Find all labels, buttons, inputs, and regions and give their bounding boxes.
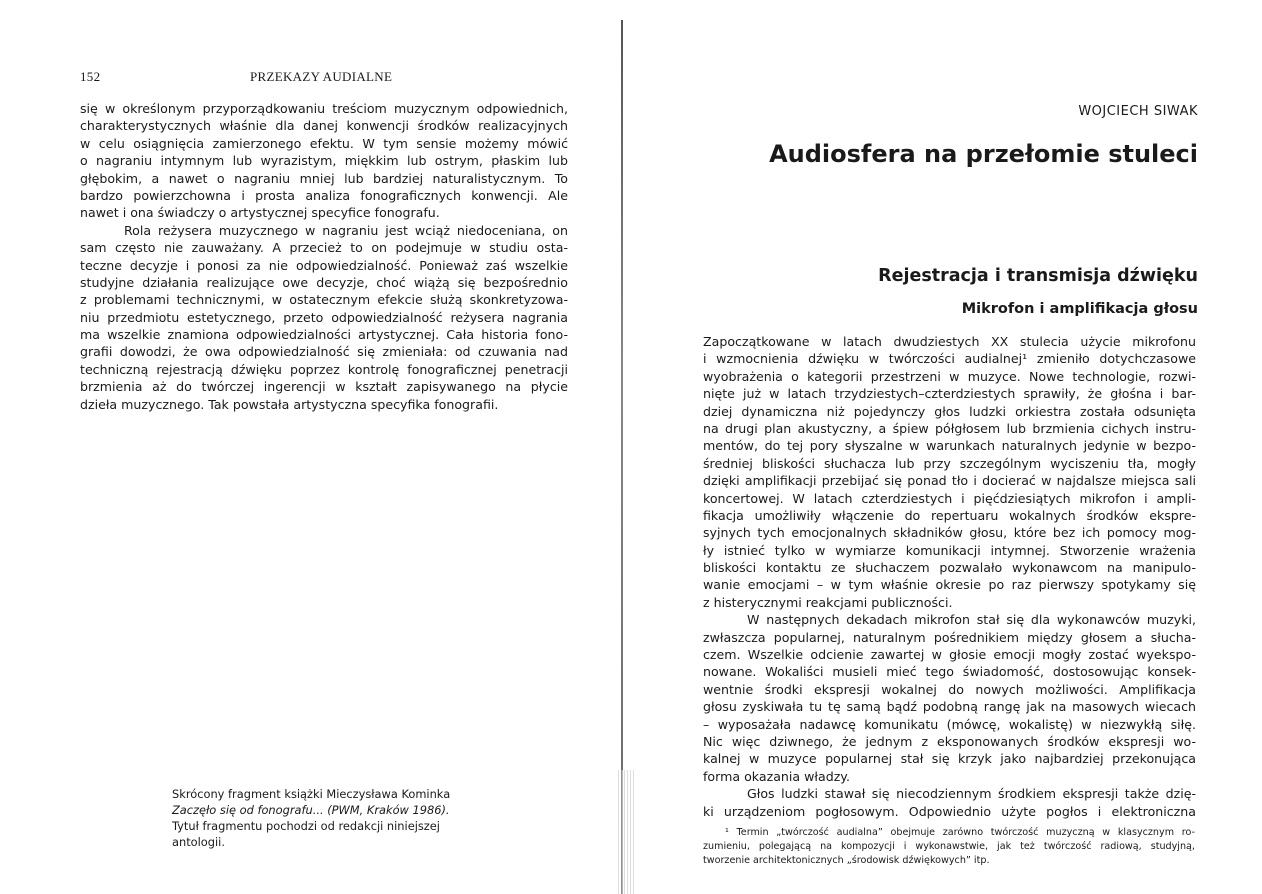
text-line: Głos ludzki stawał się niecodziennym środkiem ekspresji także dzię- — [747, 786, 1196, 802]
book-gutter — [621, 20, 623, 894]
text-line: Nic więc dziwnego, że jednym z eksponowanych środków ekspresji wo- — [703, 733, 1196, 749]
text-line: ki urządzeniom pogłosowym. Odpowiednio użyte pogłos i elektroniczna — [703, 803, 1196, 819]
text-line: dzieła muzycznego. Tak powstała artystyczna specyfika fonografii. — [80, 396, 499, 412]
text-line: niu przedmiotu estetycznego, przeto odpowiedzialność reżysera nagrania — [80, 309, 568, 325]
text-line: się w określonym przyporządkowaniu treściom muzycznym odpowiednich, — [80, 101, 568, 116]
section-heading: Rejestracja i transmisja dźwięku — [878, 266, 1198, 286]
text-line: sam często nie zauważany. A przecież to on podejmuje w studiu osta- — [80, 240, 568, 256]
text-line: i wzmocnienia dźwięku w twórczości audialnej¹ zmieniło dotychczasowe — [703, 351, 1196, 367]
note-line: Skrócony fragment książki Mieczysława Kominka — [172, 787, 451, 801]
text-line: z problemami technicznymi, w ostatecznym efekcie służą skonkretyzowa- — [80, 292, 568, 308]
source-note — [172, 786, 450, 850]
text-line: czem. Wszelkie odcienie zawartej w głosie emocji mogły zostać wyekspo- — [703, 647, 1196, 663]
text-line: o nagraniu intymnym lub wyrazistym, miękkim lub ostrym, płaskim lub — [80, 153, 568, 169]
text-line: dziej dynamiczna niż pojedynczy głos ludzki orkiestra została odsunięta — [703, 403, 1196, 419]
text-line: nowane. Wokaliści musieli mieć tego świadomość, dostosowując konsek- — [703, 664, 1196, 680]
text-line: wentnie środki ekspresji wokalnej do nowych możliwości. Amplifikacja — [703, 681, 1196, 697]
text-line: wyobrażenia o kategorii przestrzeni w muzyce. Nowe technologie, rozwi- — [703, 368, 1196, 384]
text-line: grafii dowodzi, że owa odpowiedzialność się zmieniała: od czuwania nad — [80, 344, 568, 360]
text-line: charakterystycznych właśnie dla danej konwencji środków realizacyjnych — [80, 118, 568, 134]
note-line: antologii. — [172, 835, 225, 849]
note-line: Zaczęło się od fonografu... (PWM, Kraków 1986). — [172, 803, 450, 817]
text-line: średniej bliskości słuchacza lub przy szczególnym wyciszeniu tła, mogły — [703, 455, 1196, 471]
text-line: ma wszelkie znamiona odpowiedzialności artystycznej. Cała historia fono- — [80, 327, 568, 343]
right-body-text — [703, 333, 1196, 820]
text-line: wanie emocjami – w tym właśnie okresie po raz pierwszy spotykamy się — [703, 577, 1196, 593]
running-head: PRZEKAZY AUDIALNE — [250, 69, 393, 84]
page-number: 152 — [80, 69, 101, 84]
text-line: ły istnieć tylko w wymiarze komunikacji intymnej. Stworzenie wrażenia — [703, 542, 1196, 558]
text-line: bardzo powierzchowna i prosta analiza fonograficznych konwencji. Ale — [80, 187, 568, 203]
article-title: Audiosfera na przełomie stuleci — [769, 140, 1198, 168]
text-line: syjnych tych emocjonalnych składników głosu, które bez ich pomocy mog- — [703, 525, 1196, 541]
subsection-heading: Mikrofon i amplifikacja głosu — [961, 301, 1198, 317]
left-body-text — [80, 100, 568, 413]
text-line: – wyposażała nadawcę komunikatu (mówcę, wokalistę) w niezwykłą siłę. — [703, 716, 1196, 732]
text-line: W następnych dekadach mikrofon stał się dla wykonawców muzyki, — [747, 612, 1196, 628]
text-line: fikacja umożliwiły włączenie do repertuaru wokalnych środków ekspre- — [703, 507, 1196, 523]
text-line: w celu osiągnięcia zamierzonego efektu. W tym sensie możemy mówić — [80, 135, 568, 151]
scan-noise — [618, 770, 636, 894]
note-line: Tytuł fragmentu pochodzi od redakcji niniejszej — [172, 819, 440, 833]
footnote-line: tworzenie architektonicznych „środowisk dźwiękowych” itp. — [703, 855, 990, 866]
footnote-line: ¹ Termin „twórczość audialna” obejmuje zarówno twórczość muzyczną w klasycznym ro- — [725, 827, 1195, 838]
text-line: na drugi plan akustyczny, a śpiew półgłosem lub brzmienia cichych instru- — [703, 420, 1196, 436]
text-line: nawet i ona świadczy o artystycznej specyfice fonografu. — [80, 205, 440, 221]
text-line: z histerycznymi reakcjami publiczności. — [703, 594, 953, 610]
text-line: Zapoczątkowane w latach dwudziestych XX stulecia użycie mikrofonu — [703, 334, 1196, 349]
text-line: kalnej w muzyce popularnej stał się krzyk jako najbardziej przekonująca — [703, 751, 1196, 767]
author-name: WOJCIECH SIWAK — [1078, 104, 1198, 119]
text-line: bliskości kontaktu ze słuchaczem pozwalało wykonawcom na manipulo- — [703, 560, 1196, 576]
text-line: zwłaszcza popularnej, naturalnym pośrednikiem między głosem a słucha- — [703, 629, 1196, 645]
text-line: forma okazania władzy. — [703, 768, 850, 784]
text-line: koncertowej. W latach czterdziestych i pięćdziesiątych mikrofon i ampli- — [703, 490, 1196, 506]
footnote — [703, 826, 1195, 868]
text-line: głosu zyskiwała tu tę samą bądź podobną rangę jak na masowych wiecach — [703, 699, 1196, 715]
text-line: teczne decyzje i ponosi za nie odpowiedzialność. Ponieważ zaś wszelkie — [80, 257, 568, 273]
text-line: dzięki amplifikacji przebijać się ponad tło i docierać w najdalsze miejsca sali — [703, 473, 1196, 489]
text-line: techniczną rejestracją dźwięku poprzez kontrolę fonograficznej penetracji — [80, 361, 568, 377]
footnote-line: zumieniu, polegającą na kompozycji i wykonawstwie, jak też twórczość radiową, studyjną, — [703, 841, 1195, 852]
text-line: studyjne działania realizujące owe decyzje, choć wiążą się bezpośrednio — [80, 274, 568, 290]
text-line: brzmienia aż do twórczej ingerencji w kształt zapisywanego na płycie — [80, 379, 568, 395]
text-line: Rola reżysera muzycznego w nagraniu jest wciąż niedoceniana, on — [124, 222, 568, 238]
text-line: głębokim, a nawet o nagraniu mniej lub bardziej naturalistycznym. To — [80, 170, 568, 186]
text-line: mentów, do tej pory słyszalne w warunkach naturalnych jedynie w bezpo- — [703, 438, 1196, 454]
text-line: nięte już w latach trzydziestych–czterdziestych sprawiły, że głośna i bar- — [703, 386, 1196, 402]
